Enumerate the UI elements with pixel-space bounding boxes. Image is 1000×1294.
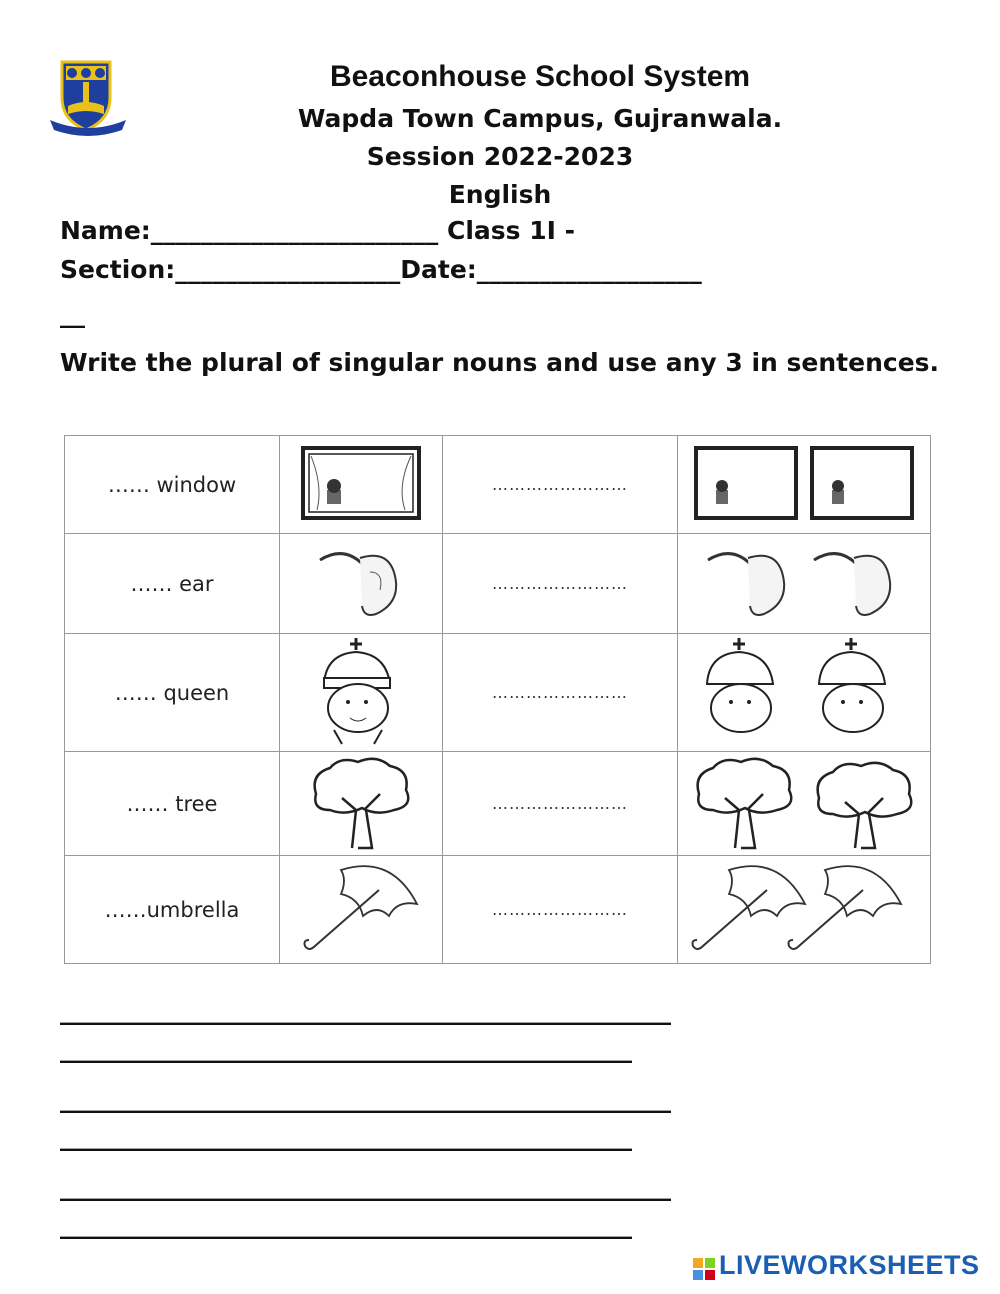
table-row (65, 634, 931, 752)
singular-noun: …… queen (114, 680, 230, 705)
sentence-line[interactable]: ____________________________________________ (60, 1034, 632, 1064)
tree-icon (306, 754, 416, 854)
campus-name: Wapda Town Campus, Gujranwala. (297, 104, 783, 133)
brand-text: LIVEWORKSHEETS (719, 1250, 980, 1280)
instruction: Write the plural of singular nouns and use any 3 in sentences. (60, 348, 940, 377)
window-icon (694, 446, 914, 524)
table-row (65, 436, 931, 534)
window-icon (301, 446, 421, 524)
sentence-line[interactable]: ____________________________________________ (60, 1122, 632, 1152)
name-class-line[interactable]: Name:_______________________ Class 1I - (60, 216, 576, 245)
ear-icon (704, 542, 904, 626)
liveworksheets-logo (693, 1250, 980, 1281)
table-row (65, 856, 931, 964)
plural-answer-blank[interactable]: …………………… (492, 900, 628, 919)
umbrella-icon (301, 860, 421, 960)
session-label: Session 2022-2023 (366, 142, 634, 171)
plural-table (64, 435, 931, 964)
tree-icon (689, 754, 919, 854)
queen-icon (306, 636, 416, 750)
plural-answer-blank[interactable]: …………………… (492, 794, 628, 813)
section-date-overflow: __ (60, 299, 85, 328)
singular-noun: ……umbrella (104, 897, 240, 922)
singular-noun: …… tree (126, 791, 218, 816)
liveworksheets-icon (693, 1256, 715, 1278)
sentence-line[interactable]: ____________________________________________ (60, 1210, 632, 1240)
singular-noun: …… ear (130, 571, 214, 596)
plural-answer-blank[interactable]: …………………… (492, 574, 628, 593)
plural-answer-blank[interactable]: …………………… (492, 683, 628, 702)
sentence-line[interactable]: _______________________________________________ (60, 1084, 671, 1114)
sentence-line[interactable]: _______________________________________________ (60, 996, 671, 1026)
plural-answer-blank[interactable]: …………………… (492, 475, 628, 494)
ear-icon (316, 542, 406, 626)
singular-noun: …… window (107, 472, 237, 497)
subject-label: English (448, 180, 552, 209)
umbrella-icon (689, 860, 919, 960)
school-name: Beaconhouse School System (329, 60, 751, 93)
section-date-line[interactable]: Section:__________________Date:__________________ (60, 255, 702, 284)
table-row (65, 752, 931, 856)
queen-icon (689, 636, 919, 750)
table-row (65, 534, 931, 634)
sentence-line[interactable]: _______________________________________________ (60, 1172, 671, 1202)
